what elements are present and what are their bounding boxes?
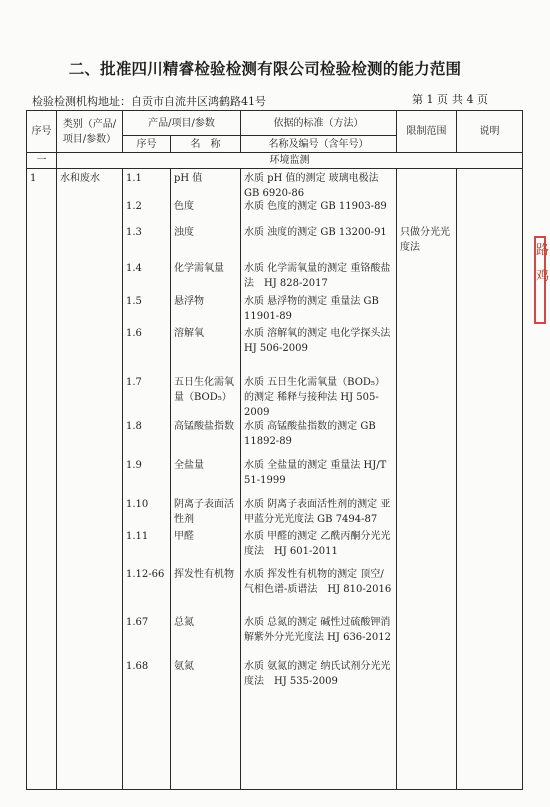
item-standard: 水质 阴离子表面活性剂的测定 亚甲蓝分光光度法 GB 7494-87 — [244, 499, 391, 525]
item-name: 甲醛 — [174, 531, 194, 542]
item-number: 1.12-66 — [126, 569, 165, 580]
header-row-1 — [27, 111, 523, 136]
item-standard: 水质 浊度的测定 GB 13200-91 — [244, 227, 387, 238]
address-value: 自贡市自流井区鸿鹤路41号 — [131, 95, 266, 108]
item-number: 1.1 — [126, 173, 142, 184]
section-row — [27, 153, 523, 169]
col-header-category: 类别（产品/项目/参数） — [57, 111, 123, 153]
limit-column — [397, 169, 457, 790]
item-no-column — [123, 169, 171, 790]
item-standard-column — [241, 169, 401, 790]
item-number: 1.11 — [126, 531, 149, 542]
seal-character: 鸡 — [536, 269, 550, 284]
item-name: pH 值 — [174, 173, 203, 184]
col-header-standard-sub: 名称及编号（含年号） — [241, 136, 397, 153]
item-number: 1.6 — [126, 328, 142, 339]
item-number: 1.67 — [126, 617, 149, 628]
scope-table — [26, 110, 523, 790]
item-standard: 水质 高锰酸盐指数的测定 GB 11892-89 — [244, 421, 376, 447]
section-dash: 一 — [27, 153, 57, 169]
limit-text: 只做分光光度法 — [400, 227, 450, 253]
item-standard: 水质 总氮的测定 碱性过硫酸钾消解紫外分光光度法 HJ 636-2012 — [244, 617, 392, 643]
item-standard: 水质 挥发性有机物的测定 顶空/气相色谱-质谱法 HJ 810-2016 — [244, 569, 392, 595]
col-header-sub-seq: 序号 — [123, 136, 171, 153]
item-standard: 水质 色度的测定 GB 11903-89 — [244, 201, 387, 212]
address-label: 检验检测机构地址： — [32, 95, 131, 108]
item-standard: 水质 全盐量的测定 重量法 HJ/T 51-1999 — [244, 460, 387, 486]
item-standard: 水质 化学需氧量的测定 重铬酸盐法 HJ 828-2017 — [244, 263, 391, 289]
item-name: 氨氮 — [174, 661, 194, 672]
item-number: 1.2 — [126, 201, 142, 212]
item-name: 高锰酸盐指数 — [174, 421, 234, 432]
item-number: 1.9 — [126, 460, 142, 471]
item-number: 1.4 — [126, 263, 142, 274]
col-header-product: 产品/项目/参数 — [123, 111, 241, 136]
seal-stamp — [534, 236, 550, 324]
group-row — [27, 169, 523, 790]
item-name: 五日生化需氧量（BOD₅） — [174, 377, 234, 403]
item-name: 浊度 — [174, 227, 194, 238]
group-category: 水和废水 — [57, 169, 123, 790]
col-header-note: 说明 — [457, 111, 523, 153]
note-cell — [457, 169, 523, 790]
item-name: 色度 — [174, 201, 194, 212]
item-standard: 水质 氨氮的测定 纳氏试剂分光光度法 HJ 535-2009 — [244, 661, 391, 687]
item-standard: 水质 pH 值的测定 玻璃电极法 GB 6920-86 — [244, 173, 379, 199]
item-number: 1.7 — [126, 377, 142, 388]
item-number: 1.8 — [126, 421, 142, 432]
item-name: 化学需氧量 — [174, 263, 224, 274]
item-number: 1.10 — [126, 499, 149, 510]
item-standard: 水质 溶解氧的测定 电化学探头法 HJ 506-2009 — [244, 328, 401, 354]
item-number: 1.3 — [126, 227, 142, 238]
item-number: 1.5 — [126, 296, 142, 307]
col-header-standard: 依据的标准（方法） — [241, 111, 397, 136]
section-name: 环境监测 — [57, 153, 523, 169]
item-name: 挥发性有机物 — [174, 569, 234, 580]
item-name: 全盐量 — [174, 460, 204, 471]
page-total: 共 4 页 — [452, 93, 488, 106]
item-name: 总氮 — [174, 617, 194, 628]
item-name: 溶解氧 — [174, 328, 204, 339]
item-number: 1.68 — [126, 661, 149, 672]
group-seq: 1 — [27, 169, 57, 790]
seal-character: 路 — [536, 243, 550, 258]
item-name: 阴离子表面活性剂 — [174, 499, 234, 525]
col-header-seq: 序号 — [27, 111, 57, 153]
col-header-limit: 限制范围 — [397, 111, 457, 153]
item-standard: 水质 悬浮物的测定 重量法 GB 11901-89 — [244, 296, 379, 322]
col-header-sub-name: 名 称 — [171, 136, 241, 153]
item-name-column — [171, 169, 241, 790]
page-title: 二、批准四川精睿检验检测有限公司检验检测的能力范围 — [68, 60, 462, 78]
item-name: 悬浮物 — [174, 296, 204, 307]
item-standard: 水质 五日生化需氧量（BOD₅）的测定 稀释与接种法 HJ 505-2009 — [244, 377, 385, 418]
address-line — [32, 93, 266, 109]
item-standard: 水质 甲醛的测定 乙酰丙酮分光光度法 HJ 601-2011 — [244, 531, 391, 557]
page-info — [412, 91, 492, 107]
page-number: 第 1 页 — [412, 93, 448, 106]
